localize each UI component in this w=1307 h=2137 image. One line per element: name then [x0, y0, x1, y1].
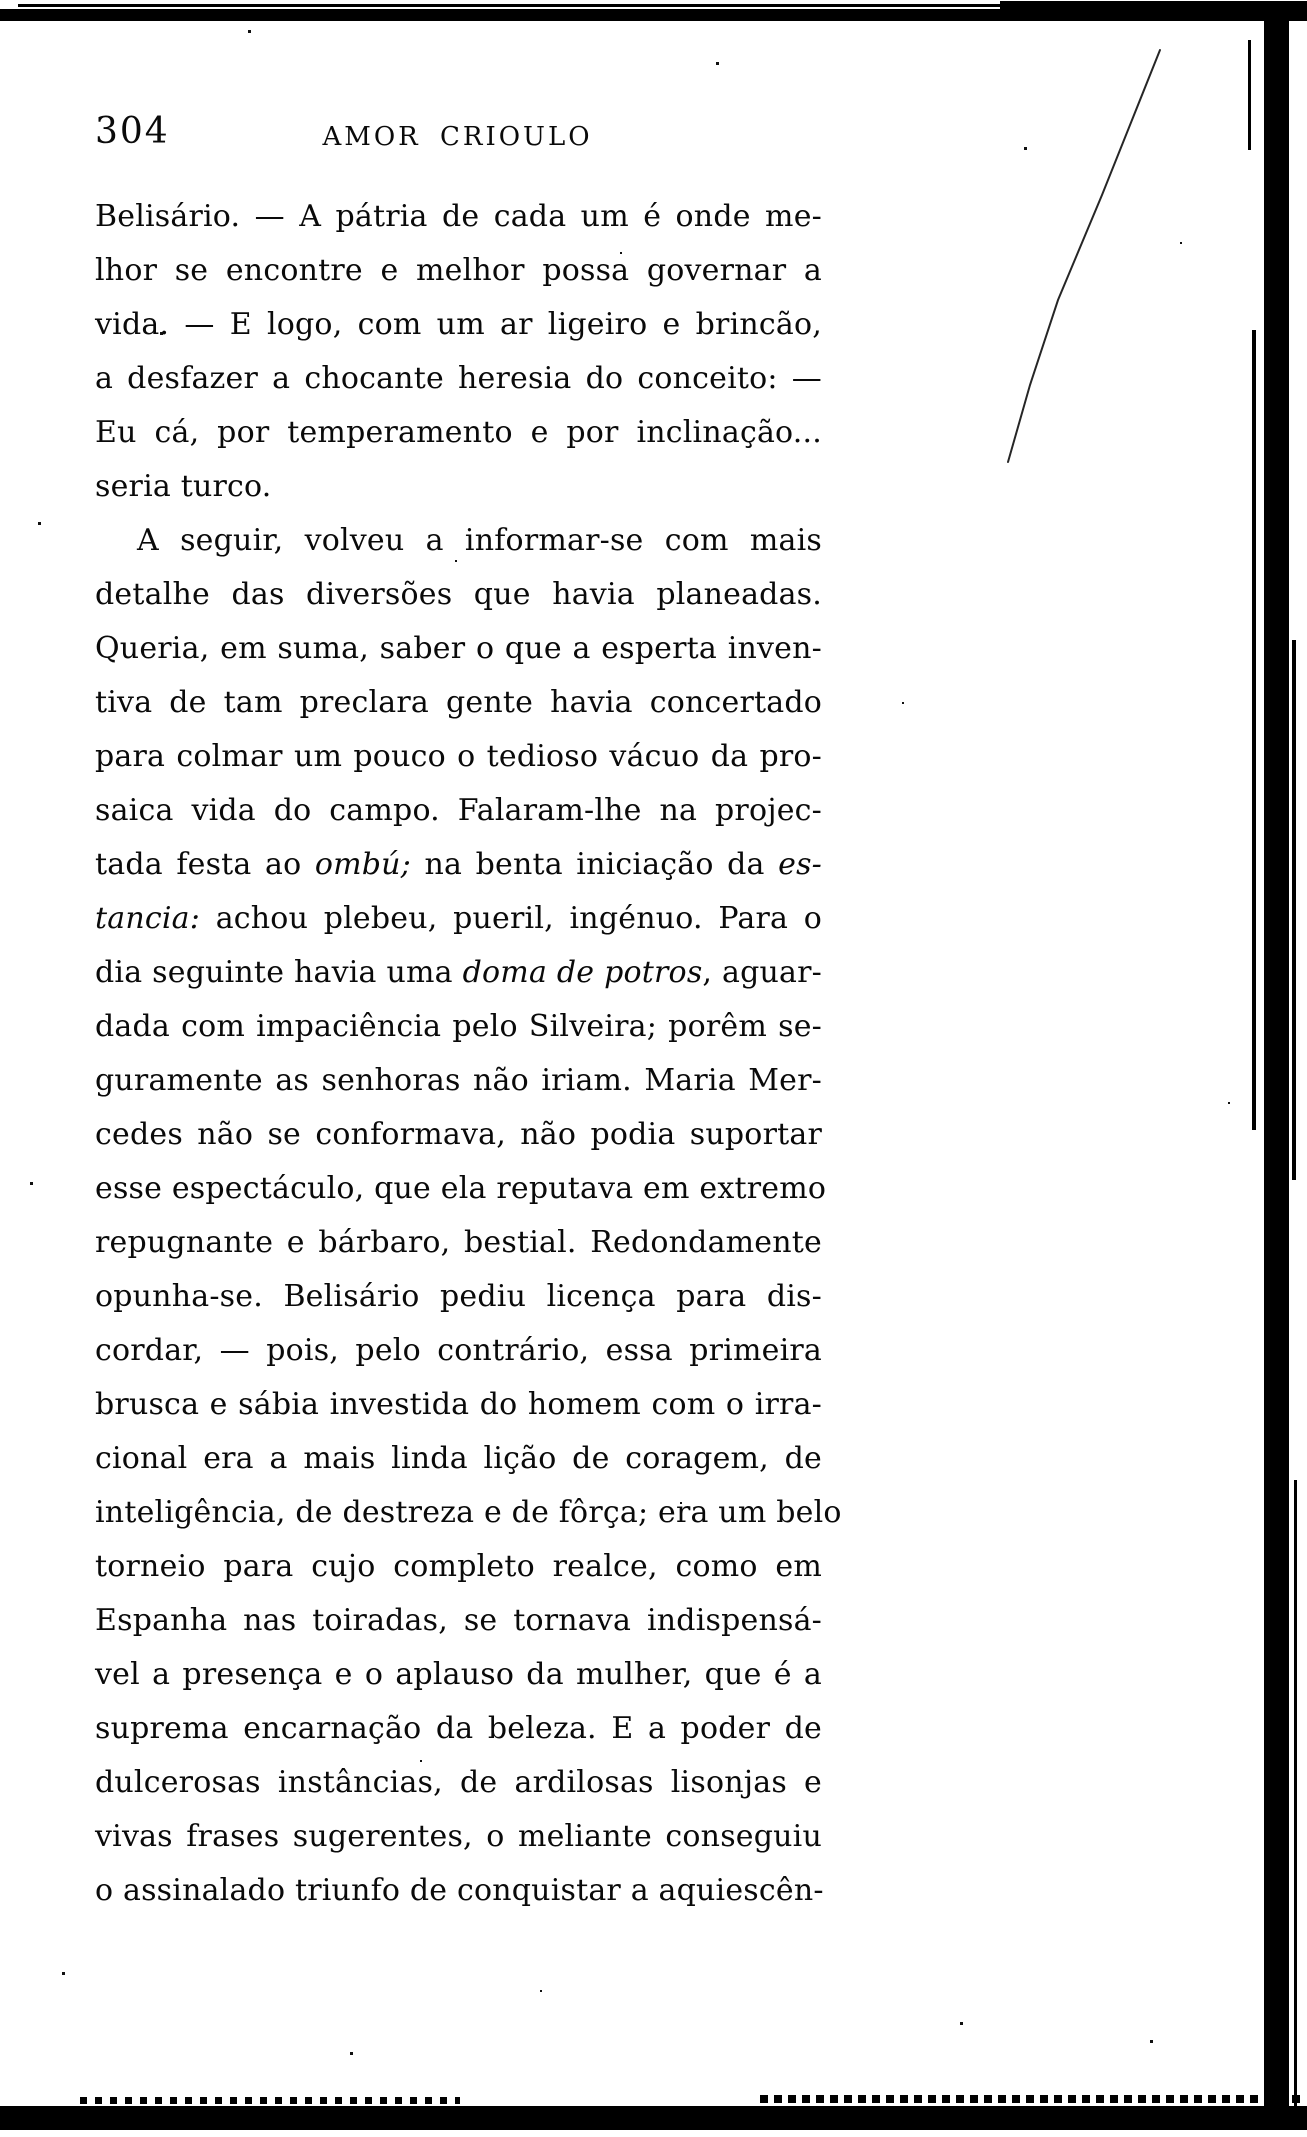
- text-line: [95, 1702, 822, 1756]
- noise-dot: [960, 2022, 963, 2025]
- text-line: [95, 892, 822, 946]
- text-segment: Belisário. — A pátria de cada um é onde me-: [95, 199, 822, 234]
- text-segment: cional era a mais linda lição de coragem, de: [95, 1441, 822, 1476]
- text-line: [95, 1378, 822, 1432]
- text-segment: dada com impaciência pelo Silveira; porêm se-: [95, 1009, 822, 1044]
- text-line: [95, 190, 822, 244]
- text-segment: suprema encarnação da beleza. E a poder de: [95, 1711, 822, 1746]
- text-segment: para colmar um pouco o tedioso vácuo da pro-: [95, 739, 822, 774]
- text-segment: dulcerosas instâncias, de ardilosas lisonjas e: [95, 1765, 822, 1800]
- text-line: [95, 1162, 827, 1216]
- text-segment: tiva de tam preclara gente havia concertado: [95, 685, 822, 720]
- text-line: [95, 1054, 822, 1108]
- page-number: 304: [95, 111, 170, 152]
- text-line: [95, 1000, 822, 1054]
- noise-dot: [1024, 147, 1027, 150]
- text-segment: Espanha nas toiradas, se tornava indispensá-: [95, 1603, 822, 1638]
- noise-dot: [1228, 1102, 1230, 1104]
- text-line: [95, 406, 822, 460]
- body-text: [95, 190, 842, 1918]
- text-segment: A seguir, volveu a informar-se com mais: [137, 523, 822, 558]
- text-segment: vida. — E logo, com um ar ligeiro e brincão,: [95, 307, 822, 342]
- text-line: [95, 1594, 822, 1648]
- text-line: [95, 1270, 822, 1324]
- text-line: [95, 1756, 822, 1810]
- text-segment: o assinalado triunfo de conquistar a aquiescên-: [95, 1873, 824, 1908]
- noise-dot: [350, 2052, 353, 2055]
- text-line: [95, 622, 822, 676]
- text-segment: , aguar-: [702, 955, 822, 990]
- text-segment: vel a presença e o aplauso da mulher, que é a: [95, 1657, 822, 1692]
- noise-dot: [716, 62, 719, 65]
- text-segment: a desfazer a chocante heresia do conceito: —: [95, 361, 822, 396]
- text-line: [95, 1864, 822, 1918]
- text-segment: inteligência, de destreza e de fôrça; era um belo: [95, 1495, 842, 1530]
- noise-dot: [540, 1990, 542, 1992]
- text-segment: torneio para cujo completo realce, como em: [95, 1549, 822, 1584]
- text-segment: cordar, — pois, pelo contrário, essa primeira: [95, 1333, 822, 1368]
- text-segment: saica vida do campo. Falaram-lhe na projec-: [95, 793, 822, 828]
- text-line: [95, 946, 822, 1000]
- text-line: [95, 1432, 822, 1486]
- noise-dot: [38, 522, 41, 525]
- text-line: [95, 1810, 822, 1864]
- text-segment: achou plebeu, pueril, ingénuo. Para o: [200, 901, 822, 936]
- text-line: [95, 568, 822, 622]
- italic-text-segment: es-: [778, 847, 822, 882]
- text-line: [95, 460, 822, 514]
- text-segment: guramente as senhoras não iriam. Maria Mer-: [95, 1063, 822, 1098]
- noise-dot: [30, 1182, 33, 1185]
- text-segment: seria turco.: [95, 469, 272, 504]
- noise-dot: [902, 702, 904, 704]
- text-line: [95, 1324, 822, 1378]
- noise-dot: [62, 1972, 65, 1975]
- text-line: [95, 676, 822, 730]
- noise-dot: [1180, 242, 1182, 244]
- text-segment: repugnante e bárbaro, bestial. Redondamente: [95, 1225, 822, 1260]
- text-line: [95, 244, 822, 298]
- text-line: [95, 514, 822, 568]
- running-title: AMOR CRIOULO: [322, 122, 593, 152]
- text-segment: brusca e sábia investida do homem com o irra-: [95, 1387, 822, 1422]
- text-line: [95, 1648, 822, 1702]
- text-segment: tada festa ao: [95, 847, 315, 882]
- text-line: [95, 298, 822, 352]
- noise-dot: [248, 30, 251, 33]
- text-segment: opunha-se. Belisário pediu licença para dis-: [95, 1279, 822, 1314]
- text-line: [95, 838, 822, 892]
- text-line: [95, 784, 822, 838]
- text-segment: lhor se encontre e melhor possa governar a: [95, 253, 822, 288]
- text-segment: Eu cá, por temperamento e por inclinação...: [95, 415, 822, 450]
- text-segment: dia seguinte havia uma: [95, 955, 463, 990]
- text-segment: vivas frases sugerentes, o meliante conseguiu: [95, 1819, 822, 1854]
- text-line: [95, 1108, 822, 1162]
- text-segment: detalhe das diversões que havia planeadas.: [95, 577, 822, 612]
- text-line: [95, 352, 822, 406]
- text-segment: Queria, em suma, saber o que a esperta inven-: [95, 631, 822, 666]
- noise-dot: [1150, 2040, 1153, 2043]
- italic-text-segment: doma de potros: [462, 955, 703, 990]
- text-segment: na benta iniciação da: [411, 847, 779, 882]
- text-line: [95, 1540, 822, 1594]
- italic-text-segment: tancia:: [95, 901, 201, 936]
- text-segment: cedes não se conformava, não podia suportar: [95, 1117, 822, 1152]
- text-line: [95, 1486, 842, 1540]
- italic-text-segment: ombú;: [314, 847, 411, 882]
- text-line: [95, 730, 822, 784]
- text-segment: esse espectáculo, que ela reputava em extremo: [95, 1171, 827, 1206]
- text-line: [95, 1216, 822, 1270]
